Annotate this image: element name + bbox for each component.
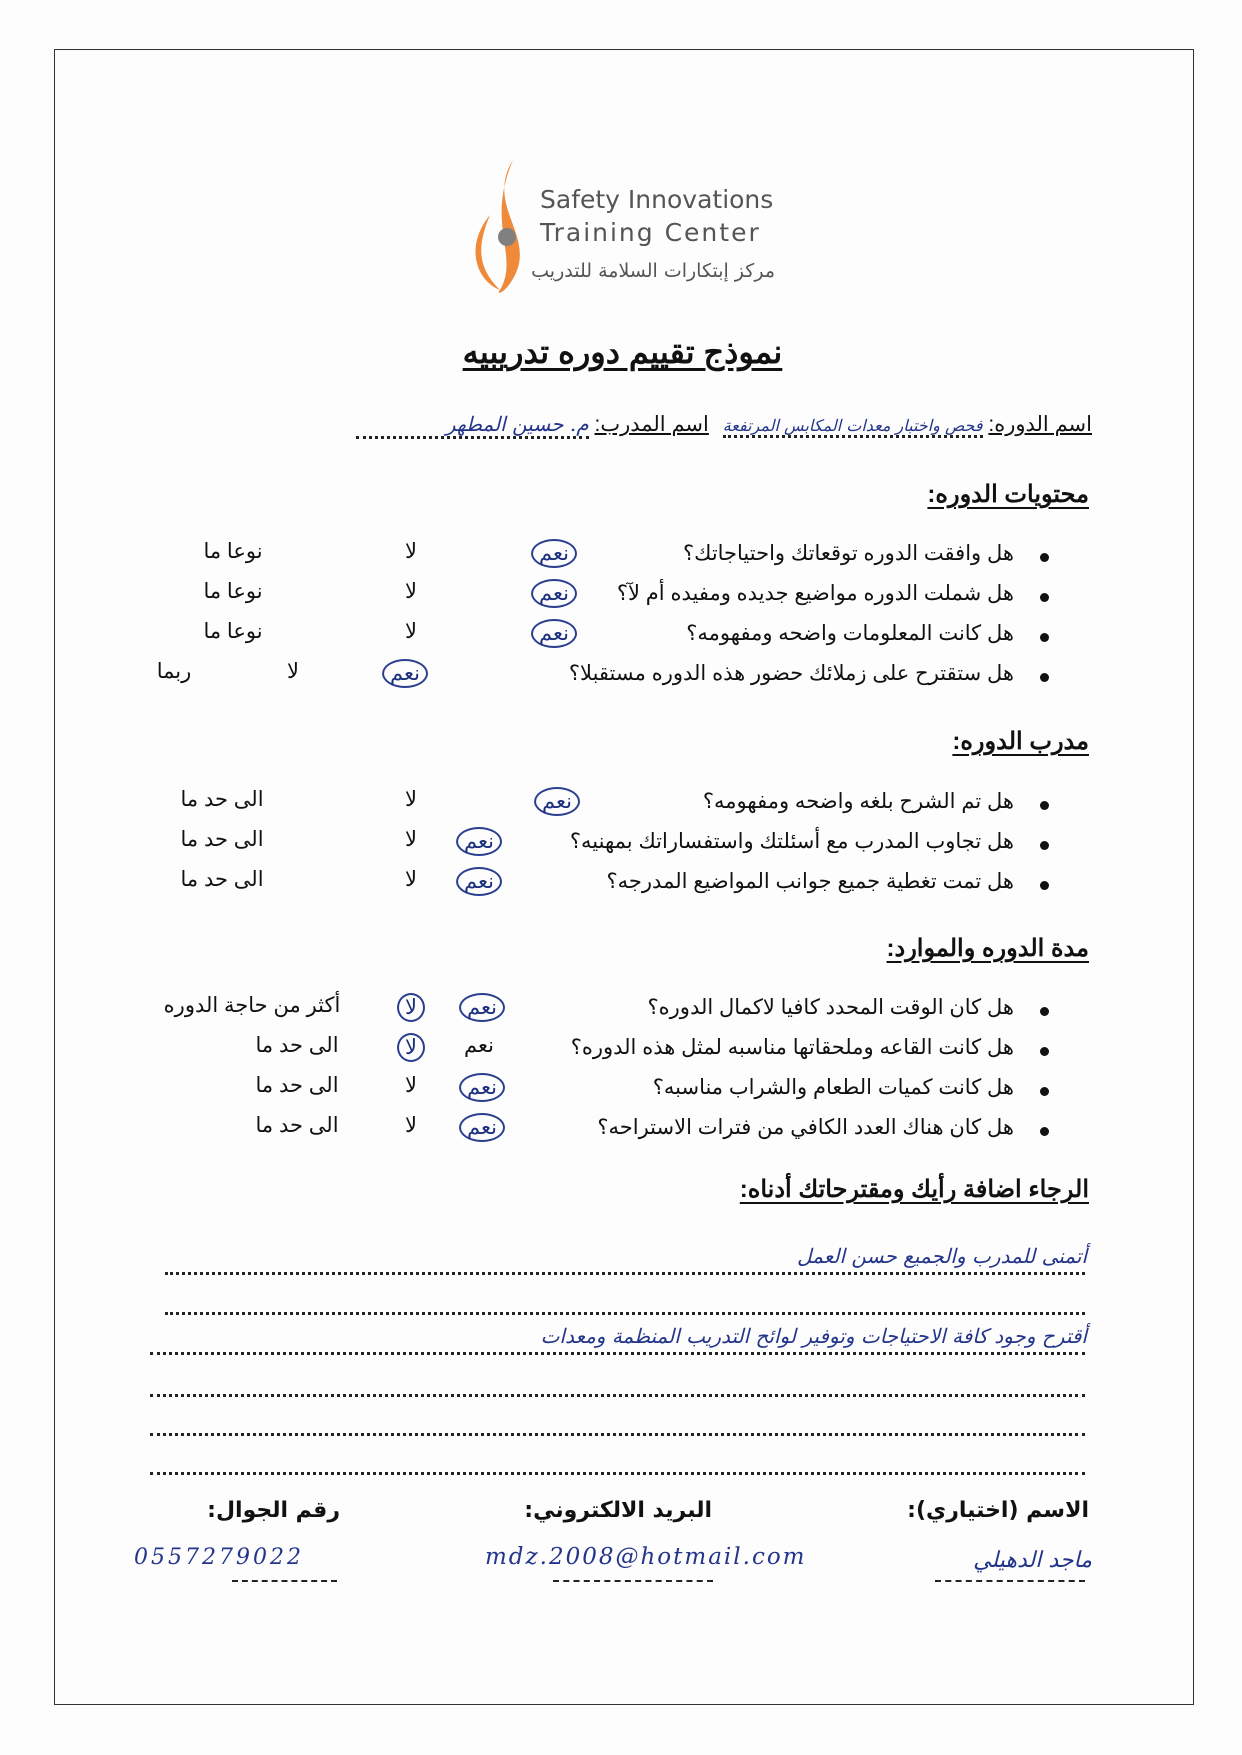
question-text: هل كانت القاعه وملحقاتها مناسبه لمثل هذه الدوره؟ bbox=[570, 1036, 1014, 1059]
bullet-icon bbox=[1040, 633, 1049, 642]
question-text: هل وافقت الدوره توقعاتك واحتياجاتك؟ bbox=[682, 542, 1014, 565]
question-text: هل كان الوقت المحدد كافيا لاكمال الدوره؟ bbox=[647, 996, 1014, 1019]
answer-option[interactable]: الى حد ما bbox=[180, 828, 264, 851]
comment-line[interactable] bbox=[165, 1272, 1085, 1275]
question-text: هل كانت المعلومات واضحه ومفهومه؟ bbox=[686, 622, 1014, 645]
bullet-icon bbox=[1040, 1047, 1049, 1056]
answer-option[interactable]: نعم bbox=[531, 539, 577, 568]
answer-option[interactable]: نعم bbox=[456, 867, 502, 896]
bullet-icon bbox=[1040, 1127, 1049, 1136]
answer-option[interactable]: نعم bbox=[459, 1113, 505, 1142]
name-field[interactable]: ماجد الدهيلي bbox=[973, 1548, 1092, 1573]
question-text: هل ستقترح على زملائك حضور هذه الدوره مستقبلا؟ bbox=[568, 662, 1014, 685]
comments-heading: الرجاء اضافة رأيك ومقترحاتك أدناه: bbox=[739, 1176, 1089, 1203]
name-underline bbox=[935, 1580, 1085, 1582]
question-text: هل تمت تغطية جميع جوانب المواضيع المدرجه؟ bbox=[606, 870, 1014, 893]
answer-option[interactable]: نعم bbox=[531, 619, 577, 648]
comment-text: أقترح وجود كافة الاحتياجات وتوفير لوائح التدريب المنظمة ومعدات bbox=[540, 1324, 1087, 1348]
answer-option[interactable]: الى حد ما bbox=[255, 1034, 339, 1057]
answer-option[interactable]: نعم bbox=[382, 659, 428, 688]
page-title: نموذج تقييم دوره تدريبيه bbox=[462, 334, 783, 370]
answer-option[interactable]: نعم bbox=[456, 827, 502, 856]
name-label: الاسم (اختياري): bbox=[907, 1498, 1089, 1523]
trainer-label: اسم المدرب: bbox=[594, 413, 709, 436]
bullet-icon bbox=[1040, 593, 1049, 602]
answer-option[interactable]: لا bbox=[397, 1033, 425, 1062]
question-text: هل شملت الدوره مواضيع جديده ومفيده أم لآ؟ bbox=[616, 582, 1014, 605]
answer-option[interactable]: الى حد ما bbox=[255, 1074, 339, 1097]
answer-option[interactable]: ربما bbox=[156, 660, 192, 683]
comment-line[interactable] bbox=[150, 1352, 1085, 1355]
answer-option[interactable]: نعم bbox=[531, 579, 577, 608]
logo-arabic: مركز إبتكارات السلامة للتدريب bbox=[531, 260, 775, 282]
course-trainer-line bbox=[356, 412, 1092, 437]
answer-option[interactable]: لا bbox=[405, 788, 417, 811]
question-text: هل تجاوب المدرب مع أسئلتك واستفساراتك بمهنيه؟ bbox=[569, 830, 1014, 853]
question-text: هل تم الشرح بلغه واضحه ومفهومه؟ bbox=[702, 790, 1014, 813]
logo-line-2: Training Center bbox=[540, 218, 761, 247]
answer-option[interactable]: نعم bbox=[534, 787, 580, 816]
answer-option[interactable]: لا bbox=[405, 828, 417, 851]
answer-option[interactable]: لا bbox=[405, 540, 417, 563]
answer-option[interactable]: الى حد ما bbox=[180, 868, 264, 891]
question-text: هل كانت كميات الطعام والشراب مناسبه؟ bbox=[652, 1076, 1014, 1099]
bullet-icon bbox=[1040, 673, 1049, 682]
answer-option[interactable]: أكثر من حاجة الدوره bbox=[163, 994, 341, 1017]
answer-option[interactable]: الى حد ما bbox=[255, 1114, 339, 1137]
bullet-icon bbox=[1040, 1087, 1049, 1096]
answer-option[interactable]: نوعا ما bbox=[203, 580, 263, 603]
section-heading: مدة الدوره والموارد: bbox=[886, 935, 1089, 962]
course-label: اسم الدوره: bbox=[988, 413, 1092, 436]
phone-label: رقم الجوال: bbox=[207, 1498, 340, 1523]
answer-option[interactable]: لا bbox=[405, 1074, 417, 1097]
answer-option[interactable]: نعم bbox=[464, 1034, 494, 1057]
answer-option[interactable]: نوعا ما bbox=[203, 540, 263, 563]
answer-option[interactable]: لا bbox=[405, 1114, 417, 1137]
answer-option[interactable]: نعم bbox=[459, 1073, 505, 1102]
answer-option[interactable]: نعم bbox=[459, 993, 505, 1022]
comment-line[interactable] bbox=[165, 1312, 1085, 1315]
comment-text: أتمنى للمدرب والجميع حسن العمل bbox=[797, 1244, 1087, 1268]
comment-line[interactable] bbox=[150, 1472, 1085, 1475]
email-label: البريد الالكتروني: bbox=[524, 1498, 712, 1523]
answer-option[interactable]: لا bbox=[397, 993, 425, 1022]
comment-line[interactable] bbox=[150, 1433, 1085, 1436]
answer-option[interactable]: لا bbox=[405, 868, 417, 891]
email-field[interactable]: mdz.2008@hotmail.com bbox=[485, 1544, 807, 1570]
logo bbox=[465, 155, 795, 295]
bullet-icon bbox=[1040, 1007, 1049, 1016]
section-heading: محتويات الدوره: bbox=[927, 481, 1089, 508]
answer-option[interactable]: الى حد ما bbox=[180, 788, 264, 811]
answer-option[interactable]: لا bbox=[405, 580, 417, 603]
bullet-icon bbox=[1040, 553, 1049, 562]
section-heading: مدرب الدوره: bbox=[952, 728, 1089, 755]
email-underline bbox=[553, 1580, 713, 1582]
logo-line-1: Safety Innovations bbox=[540, 185, 774, 214]
comment-line[interactable] bbox=[150, 1394, 1085, 1397]
trainer-name-field[interactable]: م. حسين المطهر bbox=[356, 412, 589, 439]
bullet-icon bbox=[1040, 801, 1049, 810]
bullet-icon bbox=[1040, 881, 1049, 890]
answer-option[interactable]: لا bbox=[287, 660, 299, 683]
bullet-icon bbox=[1040, 841, 1049, 850]
phone-underline bbox=[232, 1580, 337, 1582]
phone-field[interactable]: 0557279022 bbox=[134, 1545, 304, 1570]
answer-option[interactable]: لا bbox=[405, 620, 417, 643]
course-name-field[interactable]: فحص واختبار معدات المكابس المرتفعة bbox=[723, 416, 983, 438]
answer-option[interactable]: نوعا ما bbox=[203, 620, 263, 643]
question-text: هل كان هناك العدد الكافي من فترات الاستراحه؟ bbox=[597, 1116, 1014, 1139]
